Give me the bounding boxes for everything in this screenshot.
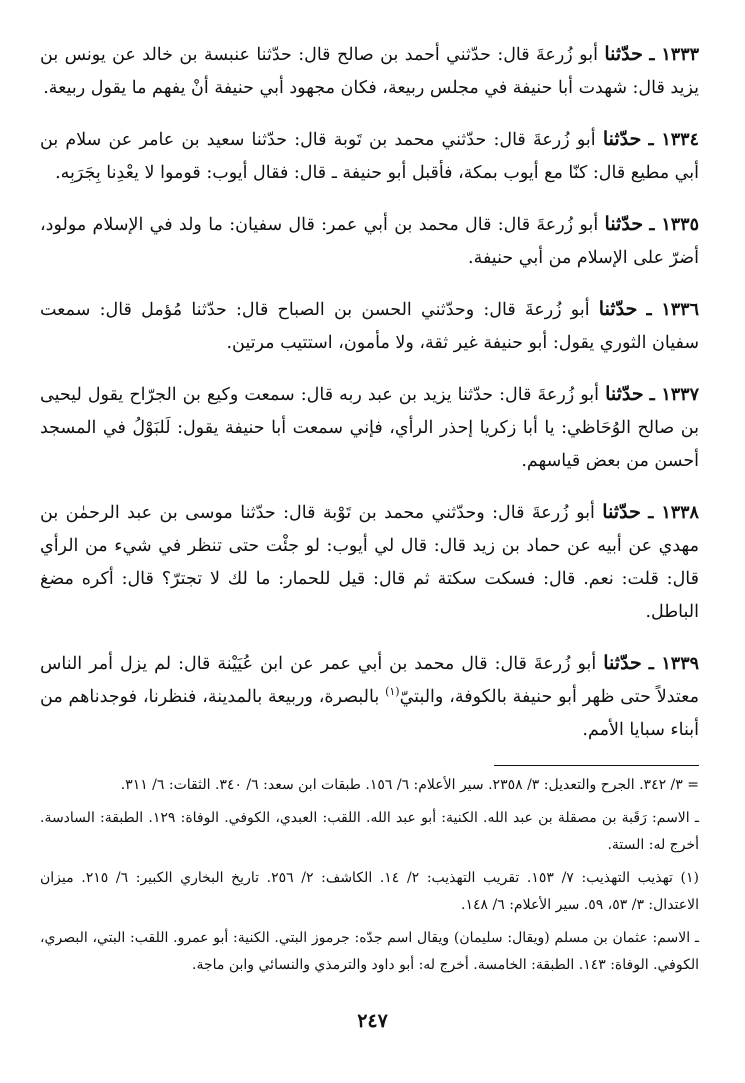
entry-text: أبو زُرعةَ قال: وحدّثني محمد بن تَوْبة قال: حدّثنا موسى بن عبد الرحمٰن بن مهدي عن أبيه عن حماد بن زيد قال: قال لي أيوب: لو جئْت حتى تنظر في شيء من الرأي قال: قلت: نعم. قال: فسكت سكتة ثم قال: قيل للحمار: ما لك لا تجترّ؟ قال: أكره مضغ الباطل. <box>40 503 699 622</box>
footnote: = ٣/ ٣٤٢. الجرح والتعديل: ٣/ ٢٣٥٨. سير الأعلام: ٦/ ١٥٦. طبقات ابن سعد: ٦/ ٣٤٠. الثقات: ٦/ ٣١١. <box>120 777 699 793</box>
footnote: (١) تهذيب التهذيب: ٧/ ١٥٣. تقريب التهذيب: ٢/ ١٤. الكاشف: ٢/ ٢٥٦. تاريخ البخاري الكبير: ٦/ ٢١٥. ميزان الاعتدال: ٣/ ٥٣، ٥٩. سير الأعلام: ٦/ ١٤٨. <box>40 870 700 913</box>
entry-paragraph <box>40 208 699 275</box>
entry-number: ١٣٣٥ ـ <box>649 215 699 235</box>
footnote-marker[interactable]: (١) <box>385 685 400 699</box>
entry-paragraph <box>40 378 699 478</box>
hadith-entry-1337 <box>40 378 699 478</box>
entry-number: ١٣٣٨ ـ <box>648 503 699 523</box>
haddathana-keyword: حدّثنا <box>605 383 644 405</box>
entry-text: بالبصرة، وربيعة بالمدينة، فنظرنا، فوجدناهم من أبناء سبايا الأمم. <box>40 687 699 740</box>
hadith-entry-1334 <box>40 123 699 190</box>
hadith-entry-1333 <box>40 38 699 105</box>
haddathana-keyword: حدّثنا <box>603 652 642 674</box>
footnote-separator <box>494 765 699 766</box>
footnote: ـ الاسم: عثمان بن مسلم (ويقال: سليمان) ويقال اسم جدّه: جرموز البتي. الكنية: أبو عمرو. اللقب: البتي، البصري، الكوفي. الوفاة: ١٤٣. الطبقة: الخامسة. أخرج له: أبو داود والترمذي والنسائي وابن ماجة. <box>40 930 699 973</box>
haddathana-keyword: حدّثنا <box>598 298 638 320</box>
entry-number: ١٣٣٤ ـ <box>648 130 699 150</box>
entry-number: ١٣٣٧ ـ <box>649 385 699 405</box>
entry-text: أبو زُرعةَ قال: حدّثني محمد بن تَوبة قال: حدّثنا سعيد بن عامر عن سلام بن أبي مطيع قال: كنّا مع أيوب بمكة، فأقبل أبو حنيفة ـ قال: فقال أيوب: قوموا لا يعْدِنا بِجَرَبِه. <box>40 130 699 183</box>
entry-number: ١٣٣٩ ـ <box>648 654 699 674</box>
hadith-entry-1335 <box>40 208 699 275</box>
entry-number: ١٣٣٦ ـ <box>646 300 699 320</box>
haddathana-keyword: حدّثنا <box>604 213 644 235</box>
entry-paragraph <box>40 38 699 105</box>
entry-text: أبو زُرعةَ قال: وحدّثني الحسن بن الصباح قال: حدّثنا مُؤمل قال: سمعت سفيان الثوري يقول: أبو حنيفة غير ثقة، ولا مأمون، استتيب مرتين. <box>40 300 699 353</box>
page-number: ٢٤٧ <box>357 1010 388 1032</box>
entry-text: أبو زُرعةَ قال: قال محمد بن أبي عمر: قال سفيان: ما ولد في الإسلام مولود، أضرّ على الإسلام من أبي حنيفة. <box>40 215 699 268</box>
hadith-entry-1339 <box>40 647 699 747</box>
entry-number: ١٣٣٣ ـ <box>649 45 699 65</box>
entry-paragraph <box>40 647 699 747</box>
hadith-entry-1338 <box>40 496 699 629</box>
entry-text: أبو زُرعةَ قال: حدّثنا يزيد بن عبد ربه قال: سمعت وكيع بن الجرّاح يقول ليحيى بن صالح الوُحَاظي: يا أبا زكريا إحذر الرأي، فإني سمعت أبا حنيفة يقول: لَلبَوْلُ في المسجد أحسن من بعض قياسهم. <box>40 385 699 471</box>
entry-paragraph <box>40 293 699 360</box>
entry-text: أبو زُرعةَ قال: حدّثني أحمد بن صالح قال: حدّثنا عنبسة بن خالد عن يونس بن يزيد قال: شهدت أبا حنيفة في مجلس ربيعة، فكان مجهود أبي حنيفة أنْ يفهم ما يقول ربيعة. <box>40 45 699 98</box>
footnote: ـ الاسم: رَقَبة بن مصقلة بن عبد الله. الكنية: أبو عبد الله. اللقب: العبدي، الكوفي. الوفاة: ١٢٩. الطبقة: السادسة. أخرج له: الستة. <box>40 810 699 853</box>
footnotes <box>40 772 699 979</box>
haddathana-keyword: حدّثنا <box>604 43 643 65</box>
entry-paragraph <box>40 496 699 629</box>
haddathana-keyword: حدّثنا <box>602 501 641 523</box>
entry-paragraph <box>40 123 699 190</box>
hadith-entry-1336 <box>40 293 699 360</box>
haddathana-keyword: حدّثنا <box>602 128 642 150</box>
entry-text: أبو زُرعةَ قال: قال محمد بن أبي عمر عن ابن عُيَيْنة قال: لم يزل أمر الناس معتدلاً حتى ظهر أبو حنيفة بالكوفة، والبتيّ <box>40 654 699 707</box>
